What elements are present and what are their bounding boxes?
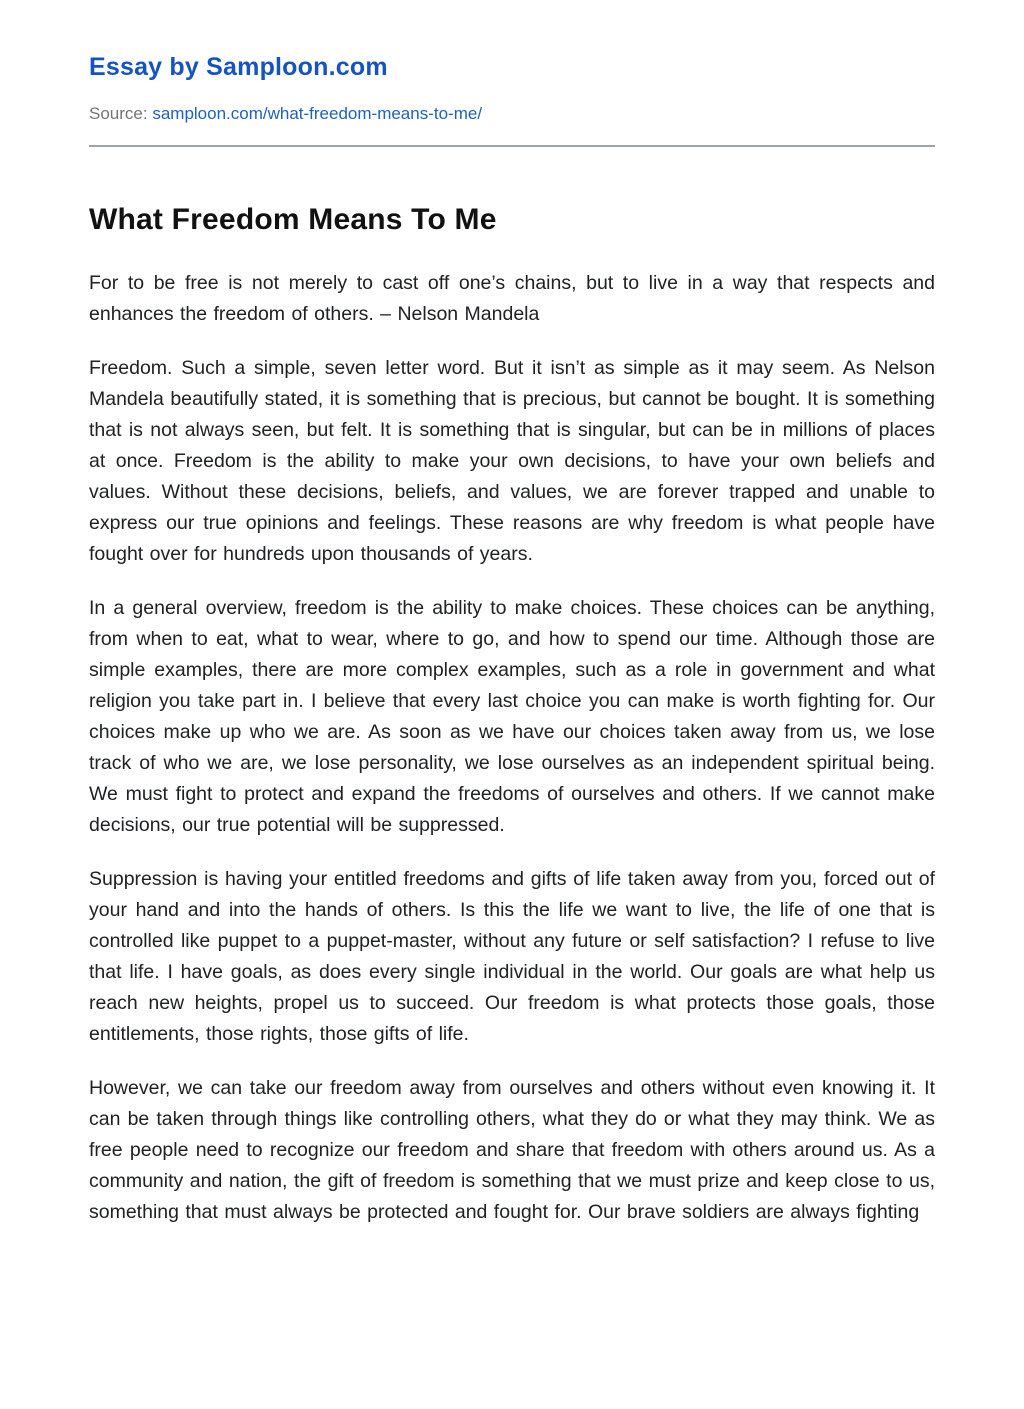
essay-paragraph: In a general overview, freedom is the ability to make choices. These choices can be anything, from when to eat, what to wear, where to go, and how to spend our time. Although those are simple examples, there are more complex examples, such as a role in government and what religion you take part in. I believe that every last choice you can make is worth fighting for. Our choices make up who we are. As soon as we have our choices taken away from us, we lose track of who we are, we lose personality, we lose ourselves as an independent spiritual being. We must fight to protect and expand the freedoms of ourselves and others. If we cannot make decisions, our true potential will be suppressed.	[89, 596, 935, 836]
essay-paragraph: Suppression is having your entitled freedoms and gifts of life taken away from you, forced out of your hand and into the hands of others. Is this the life we want to live, the life of one that is controlled like puppet to a puppet-master, without any future or self satisfaction? I refuse to live that life. I have goals, as does every single individual in the world. Our goals are what help us reach new heights, propel us to succeed. Our freedom is what protects those goals, those entitlements, those rights, those gifts of life.	[89, 867, 935, 1045]
source-label: Source:	[89, 104, 148, 123]
essay-paragraph: However, we can take our freedom away from ourselves and others without even knowing it. It can be taken through things like controlling others, what they do or what they may think. We as free people need to recognize our freedom and share that freedom with others around us. As a community and nation, the gift of freedom is something that we must prize and keep close to us, something that must always be protected and fought for. Our brave soldiers are always fighting	[89, 1076, 935, 1223]
essay-paragraph: Freedom. Such a simple, seven letter word. But it isn’t as simple as it may seem. As Nelson Mandela beautifully stated, it is something that is precious, but cannot be bought. It is something that is not always seen, but felt. It is something that is singular, but can be in millions of places at once. Freedom is the ability to make your own decisions, to have your own beliefs and values. Without these decisions, beliefs, and values, we are forever trapped and unable to express our true opinions and feelings. These reasons are why freedom is what people have fought over for hundreds upon thousands of years.	[89, 356, 935, 565]
essay-body	[89, 268, 935, 1228]
source-url-link[interactable]: samploon.com/what-freedom-means-to-me/	[152, 104, 483, 123]
document-header	[89, 52, 935, 124]
essay-paragraph-quote: For to be free is not merely to cast off one’s chains, but to live in a way that respects and enhances the freedom of others. – Nelson Mandela	[89, 271, 935, 325]
essay-title: What Freedom Means To Me	[89, 203, 497, 237]
brand-title: Essay by Samploon.com	[89, 53, 388, 81]
source-line	[89, 104, 935, 124]
header-divider	[89, 145, 935, 147]
